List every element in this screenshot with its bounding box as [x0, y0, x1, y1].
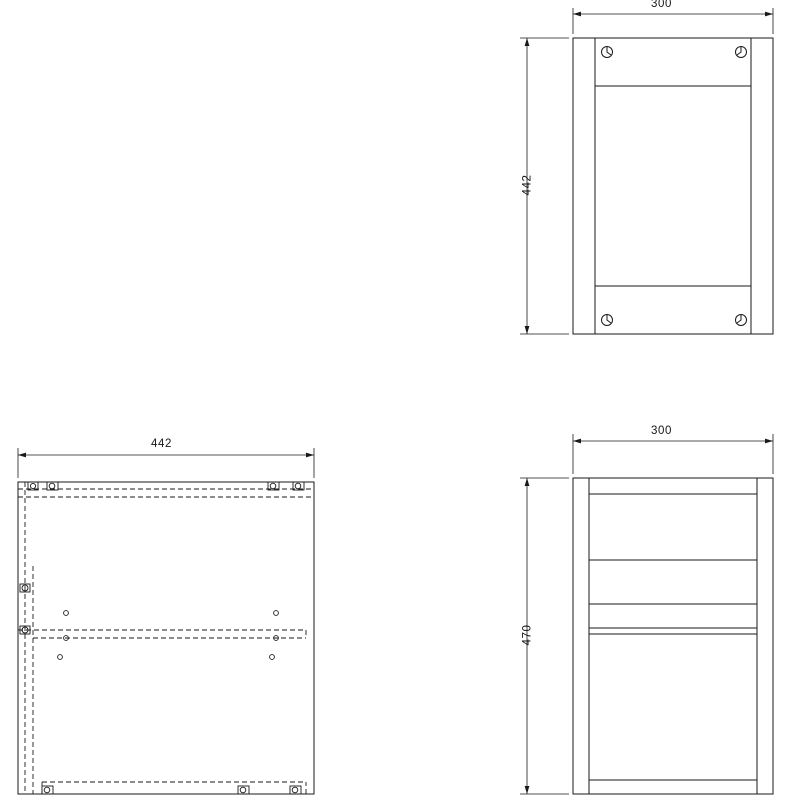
front-door-panel [595, 86, 751, 286]
front-outer-panel [573, 38, 773, 334]
side-width-dimension [573, 434, 773, 474]
front-width-dimension [573, 8, 773, 34]
plan-dowel-marks [58, 611, 279, 660]
side-width-dimension-label: 300 [651, 425, 672, 437]
side-height-dimension-value: 470 [521, 624, 533, 646]
plan-top-view [18, 448, 314, 794]
side-height-dimension-label [516, 624, 538, 646]
plan-width-dimension [18, 448, 314, 478]
front-height-dimension-label [516, 174, 538, 196]
plan-width-dimension-label: 442 [151, 438, 172, 450]
front-elevation-view [520, 8, 773, 334]
front-cam-fittings [602, 47, 747, 326]
plan-fitting-bottom [42, 786, 301, 794]
side-outer-panel [573, 478, 773, 794]
plan-hidden-lines [18, 482, 314, 794]
front-height-dimension-value: 442 [521, 174, 533, 196]
front-width-dimension-label: 300 [651, 0, 672, 10]
side-elevation-view [520, 434, 773, 794]
